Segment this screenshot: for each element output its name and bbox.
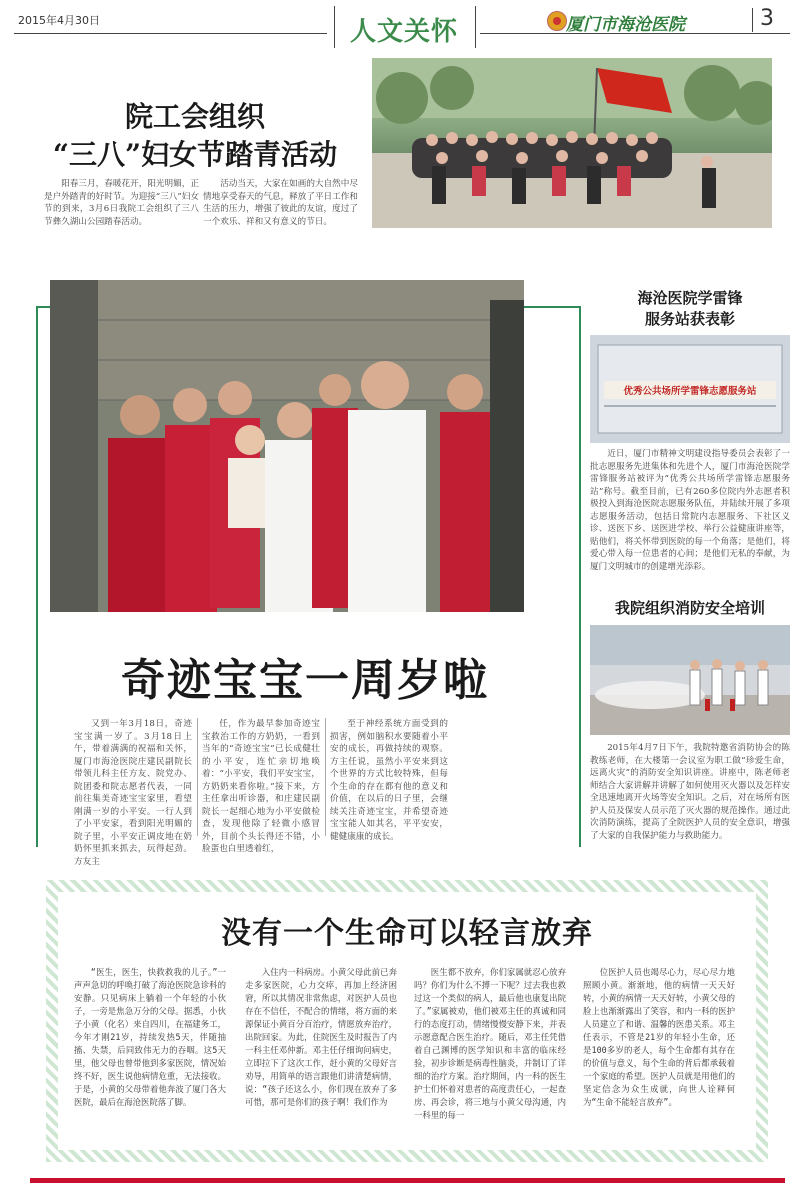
feature-title: 奇迹宝宝一周岁啦 <box>121 655 489 706</box>
article3-text-2: 入住内一科病房。小黄父母此前已奔走多家医院，心力交瘁，再加上经济困窘，所以其情况非常焦虑，对医护人员也存在不信任，不配合的情绪，将方面的来源保证小黄百分百治疗，情愿放弃治疗，出院回家。为此，住院医生及时报告了内一科主任邓仲新。邓主任仔细询问病史，立即拉下了这次工作，赶小黄的父母好言劝导，用简单的语言跟他们讲清楚病情，说：“孩子还这么小，你们现在放弃了多可惜，那可是你们的孩子啊！我们作为 <box>245 967 397 1107</box>
fire-training-illustration <box>590 625 790 735</box>
hospital-name: 厦门市海沧医院 <box>566 15 685 35</box>
article1-text-1: 阳春三月，春暖花开，阳光明媚，正是户外踏青的好时节。为迎接“三八”妇女节的到来，3月6日我院工会组织了三八节彝久湖山公园踏春活动。 <box>44 179 199 227</box>
fire-training-photo <box>590 625 790 735</box>
column-divider <box>197 718 198 836</box>
miracle-baby-photo <box>50 280 524 612</box>
article1-text-2: 活动当天，大家在如画的大自然中尽情地享受春天的气息，释放了平日工作和生活的压力，增强了彼此的友谊，度过了一个欢乐、祥和又有意义的节日。 <box>203 179 358 227</box>
hospital-logo-icon <box>547 11 567 31</box>
column-divider <box>325 718 326 836</box>
feature-text-3: 至于神经系统方面受到的损害，例如脑积水要随着小平安的成长，再做持续的观察。方主任说，虽然小平安来到这个世界的方式比较特殊，但每个生命的存在都有他的意义和价值，在以后的日子里，会继续关注奇迹宝宝，并希望奇迹宝宝能人如其名，平平安安，健健康康的成长。 <box>330 719 448 842</box>
feature-column-3 <box>330 718 448 843</box>
sidebar1-title-line1: 海沧医院学雷锋 <box>637 289 743 307</box>
feature-text-2: 任，作为最早参加奇迹宝宝救治工作的方奶奶，一看到当年的“奇迹宝宝”已长成健壮的小平安，连忙亲切地唤着：“小平安，我们平安宝宝，方奶奶来看你啦。”接下来，方主任拿出听诊器，和庄建民副院长一起细心地为小平安做检查，发现他除了轻微小感冒外，目前个头长得还不错，小脸蛋也白里透着红， <box>202 719 320 854</box>
article3-column-2 <box>245 966 397 1109</box>
article1-title <box>20 98 370 174</box>
issue-date: 2015年4月30日 <box>18 14 100 27</box>
award-plaque-photo <box>590 335 790 443</box>
feature-text-1: 又到一年3月18日，奇迹宝宝满一岁了。3月18日上午，带着满满的祝福和关怀，厦门市海沧医院庄建民副院长带领儿科主任方友、院党办、院团委和院志愿者代表，一同前往集美奇迹宝宝家里，看望刚满一岁的小平安。一行人到了小平安家，看到阳光明媚的院子里，小平安正调皮地在奶奶怀里抓来抓去，玩得起劲。方友主 <box>74 719 192 867</box>
sidebar1-title-line2: 服务站获表彰 <box>644 310 735 328</box>
sidebar2-text: 2015年4月7日下午，我院特邀省消防协会的陈教练老师，在大楼第一会议室为职工做“珍爱生命，远离火灾”的消防安全知识讲座。讲座中，陈老师老师结合大家讲解并讲解了如何使用灭火器以及怎样安全迅速地离开火场等安全知识。之后，对在场所有医护人员及保安人员示范了灭火器的规范操作。通过此次消防演练，提高了全院医护人员的安全意识，增强了大家的自我保护能力与救助能力。 <box>590 743 790 841</box>
group-outing-photo-illustration <box>372 58 772 228</box>
article3-column-4 <box>583 966 735 1109</box>
article3-title: 没有一个生命可以轻言放弃 <box>221 916 593 951</box>
page-number: 3 <box>760 6 774 31</box>
article3-text-1: “医生，医生，快救救我的儿子。”一声声急切的呼唤打破了海沧医院急诊科的安静。只见病床上躺着一个年轻的小伙子，一旁是焦急万分的父母。据悉，小伙子小黄（化名）来自四川，在福建务工，今年才刚21岁，持续发热5天，伴随抽搐、失禁，后同致伟无力的吞咽。这5天里，他父母也曾带他到多家医院，情况始终不好，医生说他病情危重，无法接收。于是，小黄的父母带着他奔波了厦门各大医院，最后在海沧医院落了脚。 <box>74 967 226 1107</box>
article1-column-1 <box>44 178 199 228</box>
bottom-accent-bar <box>30 1178 785 1183</box>
miracle-baby-photo-illustration <box>50 280 524 612</box>
article3-column-1 <box>74 966 226 1109</box>
article3-text-3: 医生都不放弃，你们家属就忍心放弃吗？你们为什么不搏一下呢？过去我也救过这一个类似的病人，最后他也康复出院了。”家属被劝，他们被邓主任的真诚和同行的态度打动，情绪慢慢安静下来，并表示愿意配合医生治疗。随后，邓主任凭借着自己渊博的医学知识和丰富的临床经验，初步诊断是病毒性脑炎，并制订了详细的治疗方案。治疗期间，内一科的医生护士们怀着对患者的高度责任心，一起查房、再会诊，将三地与小黄父母沟通，内一科里的每一 <box>414 967 566 1120</box>
group-outing-photo <box>372 58 772 228</box>
article1-title-line1: 院工会组织 <box>124 100 265 133</box>
sidebar2-body <box>590 742 790 842</box>
sidebar2-title: 我院组织消防安全培训 <box>614 599 765 617</box>
article1-title-line2: “三八”妇女节踏青活动 <box>52 138 338 171</box>
award-plaque-text: 优秀公共场所学雷锋志愿服务站 <box>623 386 757 397</box>
sidebar1-body <box>590 448 790 573</box>
article3-text-4: 位医护人员也竭尽心力，尽心尽力地照顾小黄。渐渐地，他的病情一天天好转，小黄的病情一天天好转，小黄父母的脸上也渐渐露出了笑容，和内一科的医护人员建立了和谐、温馨的医患关系。邓主任表示，不管是21岁的年轻小生命，还是100多岁的老人，每个生命都有其存在的价值与意义，每个生命的背后都承载着一个家庭的希望。医护人员就是用他们的坚定信念为众生成就，向世人诠释何为“生命不能轻言放弃”。 <box>583 967 735 1107</box>
article1-column-2 <box>203 178 358 228</box>
feature-column-1 <box>74 718 192 868</box>
feature-column-2 <box>202 718 320 856</box>
section-title: 人文关怀 <box>349 17 458 47</box>
page-number-divider <box>752 8 753 32</box>
article3-column-3 <box>414 966 566 1122</box>
sidebar1-text: 近日，厦门市精神文明建设指导委员会表彰了一批志愿服务先进集体和先进个人，厦门市海沧医院学雷锋服务站被评为“优秀公共场所学雷锋志愿服务站”称号。截至目前，已有260多位院内外志愿者积极投入到海沧医院志愿服务队伍，并陆续开展了多项志愿服务活动，包括日常院内志愿服务、下社区义诊、送医下乡、送医进学校、举行公益健康讲座等，贴他们，将关怀带到医院的每一个角落；是他们，将爱心带入每一位患者的心间；是他们无私的奉献，为厦门文明城市的创建增光添彩。 <box>590 449 790 572</box>
header-rule-left <box>14 33 327 34</box>
sidebar1-title <box>585 288 795 330</box>
